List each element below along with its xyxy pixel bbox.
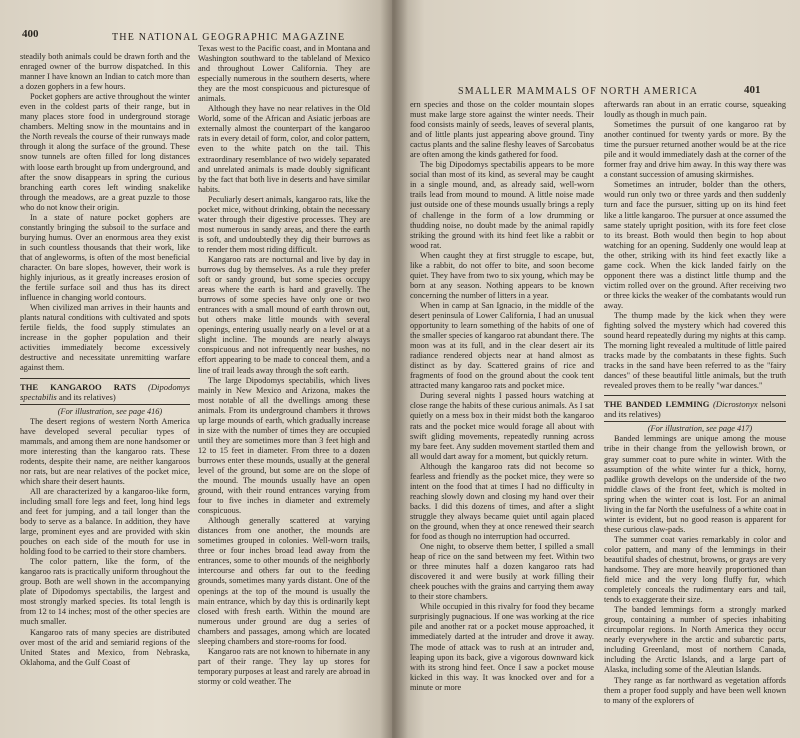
right-column-1 (410, 100, 594, 728)
illustration-reference: (For illustration, see page 417) (647, 424, 753, 434)
illustration-reference: (For illustration, see page 416) (57, 406, 163, 416)
left-page (0, 0, 396, 738)
left-column-1 (20, 52, 190, 728)
section-scientific-name: (Dicrostonyx (713, 399, 758, 410)
paragraph: Sometimes the pursuit of one kangaroo rat by another continued for twenty yards or more. By the time the pursuer returned another would be at the rice pile and it would immediately dash at the corner of the former fray and drive him away. In this way there was a constant succession of amusing skirmishes. (604, 120, 786, 180)
paragraph: The summer coat varies remarkably in color and color pattern, and many of the lemmings in their beautiful shades of chestnut, browns, or grays are very handsome. They are more heavily proportioned than field mice and the very long fluffy fur, which completely conceals the rudimentary ears and tail, tends to exaggerate their size. (604, 534, 786, 605)
section-title: THE BANDED LEMMING (604, 399, 710, 410)
section-title: THE KANGAROO RATS (20, 381, 136, 392)
paragraph: Kangaroo rats of many species are distributed over most of the arid and semiarid regions of the United States and Mexico, from Nebraska, Oklahoma, and the Gulf Coast of (20, 627, 190, 667)
left-running-head: THE NATIONAL GEOGRAPHIC MAGAZINE (112, 32, 346, 43)
paragraph: Peculiarly desert animals, kangaroo rats, like the pocket mice, without drinking, obtain the necessary water through their digestive processes. They are most numerous in sandy areas, and there the earth is soft, and undoubtedly they dig their burrows as to render them most riding difficult. (198, 194, 370, 254)
paragraph: The large Dipodomys spectabilis, which lives mainly in New Mexico and Arizona, makes the most notable of all the dwellings among these animals. From its underground chambers it throws up large mounds of earth, which gradually increase in size with the number of times they are occupied until they are sometimes more than 3 feet high and 12 to 15 feet in diameter. From three to a dozen burrows enter these mounds, usually at the general level of the ground, but some are on the slope of the mound. The mounds usually have an open ground, with their round entrances varying from four to five inches in diameter and extremely conspicuous. (198, 375, 370, 516)
left-page-number: 400 (22, 28, 39, 40)
paragraph: Banded lemmings are unique among the mouse tribe in their change from the yellowish brown, or gray summer coat to pure white in winter. With the assumption of the white winter fur a thick, horny, padlike growth develops on the underside of the two middle claws of the front feet, which is molted in spring when the winter coat is lost. For an animal living in the far North the usefulness of a white coat in winter is evident, but no good reason is apparent for these curious claw-pads. (604, 434, 786, 534)
paragraph: All are characterized by a kangaroo-like form, including small fore legs and feet, long hind legs and feet for jumping, and a tail longer than the body to serve as a balance. In addition, they have large, prominent eyes and are provided with skin pouches on each side of the mouth for use in holding food to be carried to their store chambers. (20, 486, 190, 557)
paragraph: When caught they at first struggle to escape, but, like a rabbit, do not offer to bite, and soon become quiet. They have from two to six young, which may be born at any season. Nothing appears to be known concerning the number of litters in a year. (410, 250, 594, 300)
paragraph: afterwards ran about in an erratic course, squeaking loudly as though in much pain. (604, 100, 786, 120)
paragraph: Although they have no near relatives in the Old World, some of the African and Asiatic jerboas are externally almost the counterpart of the kangaroo rats in every detail of form, color, and color pattern, even to the white patch on the tail. This extraordinary resemblance of two widely separated and unrelated animals is made doubly significant by the fact that both live in deserts and have similar habits. (198, 104, 370, 194)
paragraph: During several nights I passed hours watching at close range the habits of these curious animals. As I sat quietly on a mess box in their midst both the kangaroo rats and the pocket mice would forage all about with swift gliding movements, repeatedly running across my bare feet. Any sudden movement startled them and all would dart away for a moment, but quickly return. (410, 391, 594, 461)
section-subtitle: nelsoni and its relatives) (604, 399, 786, 420)
right-column-2 (604, 100, 786, 728)
paragraph: Sometimes an intruder, bolder than the others, would run only two or three yards and then suddenly turn and face the pursuer, sitting up on its hind feet like a little kangaroo. The pursuer at once assumed the same stately upright position, with its fore feet close to its breast. Both would then begin to hop about watching for an opening. Suddenly one would leap at the other, striking with its hind feet exactly like a game cock. When the kick landed fairly on the opponent there was a distinct little thump and the victim rolled over on the ground. After receiving two or three kicks the weaker of the combatants would run away. (604, 180, 786, 310)
paragraph: When civilized man arrives in their haunts and plants natural conditions with cultivated and spots fertile fields, the food supply stimulates an increase in the gopher population and their activities immediately become excessively destructive and necessitate unremitting warfare against them. (20, 303, 190, 373)
paragraph: In a state of nature pocket gophers are constantly bringing the subsoil to the surface and burying humus. Over an enormous area they exist in such countless thousands that their work, like that of angleworms, is often of the most beneficial character. On bare slopes, however, their work is highly injurious, as it greatly increases erosion of the fertile surface soil and thus has its direct influence in changing world contours. (20, 212, 190, 303)
left-column-2 (198, 44, 370, 728)
paragraph: Pocket gophers are active throughout the winter even in the coldest parts of their range, but in many places store food in underground storage chambers. Melting snow in the mountains and in the North reveals the course of their runways made through it along the surface of the ground. These snow tunnels are often filled for long distances with loose earth brought up from underground, and after the snow disappears in spring the curious branching earth cores left winding snakelike through the meadows, are a great puzzle to those who do not know their origin. (20, 92, 190, 212)
book-gutter (380, 0, 408, 738)
paragraph: Although generally scattered at varying distances from one another, the mounds are sometimes grouped in colonies. Well-worn trails, three or four inches broad lead away from the entrances, some to other mounds of the neighborly intercourse and others far out to the feeding grounds, sometimes many yards distant. One of the openings at the top of the mound is usually the main entrance, which by day this is ordinarily kept closed with fresh earth. Within the mound are numerous under ground are dug a series of chambers and passages, among which are located sleeping chambers and store-rooms for food. (198, 516, 370, 646)
paragraph: The big Dipodomys spectabilis appears to be more social than most of its kind, as several may be caught in a single mound, and, as already said, well-worn trails lead from mound to mound. A little noise made just outside one of these mounds usually brings a reply of challenge in the form of a low drumming or thudding noise, no doubt made by the animal rapidly striking the ground with its hind feet like a rabbit or wood rat. (410, 160, 594, 250)
paragraph: Although the kangaroo rats did not become so fearless and friendly as the pocket mice, they were so intent on the food that at times I had no difficulty in reaching slowly down and closing my hand over their backs. I did this dozens of times, and after a slight struggle they always became quiet until again placed on the ground, when they at once renewed their search for food as though no interruption had occurred. (410, 461, 594, 542)
right-page-number: 401 (744, 84, 761, 96)
paragraph: One night, to observe them better, I spilled a small heap of rice on the sand between my feet. Within two or three minutes half a dozen kangaroo rats had discovered it and were busily at work filling their cheek pouches with the grains and carrying them away to their store chambers. (410, 542, 594, 602)
paragraph: They range as far northward as vegetation affords them a proper food supply and have been well known to many of the explorers of (604, 675, 786, 705)
section-heading-kangaroo-rats (20, 378, 190, 405)
section-heading-banded-lemming (604, 395, 786, 422)
paragraph: Kangaroo rats are nocturnal and live by day in burrows dug by themselves. As a rule they prefer soft or sandy ground, but some species occupy areas where the earth is hard and gravelly. The burrows of some species have only one or two entrances with a small mound of earth thrown out, but others make little mounds with several openings, entering usually nearly on a level or at a slight incline. The mounds are nearly always conspicuous and not infrequently near bushes, no effort appearing to be made to conceal them, and a line of trail leads away through the soft earth. (198, 254, 370, 375)
section-scientific-name: (Dipodomys spectabilis (20, 381, 190, 402)
right-page (392, 0, 800, 738)
paragraph: The banded lemmings form a strongly marked group, containing a number of species inhabiting circumpolar regions. In North America they occur nearly everywhere in the arctic and subarctic parts, including Greenland, most of northern Canada, including the Arctic Islands, and a large part of Alaska, including some of the Aleutian Islands. (604, 605, 786, 675)
paragraph: While occupied in this rivalry for food they became surprisingly pugnacious. If one was working at the rice pile and another rat or a pocket mouse approached, it immediately darted at the intruder and drove it away. The mode of attack was to rush at an intruder and, leaping upon its back, give a vigorous downward kick with its strong hind feet. Once I saw a pocket mouse kicked in this way. It was knocked over and for a minute or more (410, 602, 594, 692)
paragraph: ern species and those on the colder mountain slopes must make large store against the winter needs. Their food consists mainly of seeds, leaves of several plants, and of little plants just appearing above ground. Tiny cactus plants and the saline fleshy leaves of Sarcobatus are often among the kinds gathered for food. (410, 100, 594, 160)
section-subtitle: and its relatives) (58, 391, 116, 402)
paragraph: The desert regions of western North America have developed several peculiar types of mammals, and among them are none handsomer or more interesting than the kangaroo rats. These rodents, despite their name, are neither kangaroos nor rats, but are near relatives of the pocket mice, which share their desert haunts. (20, 416, 190, 486)
paragraph: The color pattern, like the form, of the kangaroo rats is practically uniform throughout the group. Both are well shown in the accompanying plate of Dipodomys spectabilis, the largest and most strongly marked species. Its total length is from 12 to 14 inches; most of the other species are much smaller. (20, 557, 190, 627)
paragraph: Kangaroo rats are not known to hibernate in any part of their range. They lay up stores for temporary purposes at least and rarely are abroad in stormy or cold weather. The (198, 646, 370, 686)
paragraph: When in camp at San Ignacio, in the middle of the desert peninsula of Lower California, I had an unusual opportunity to learn something of the habits of one of the smaller species of kangaroo rat abundant there. The moon was at its full, and in the clear desert air its radiance rendered objects near at hand almost as distinct as by day. Scattered grains of rice and fragments of food on the ground about the cook tent attracted many kangaroo rats and pocket mice. (410, 300, 594, 391)
paragraph: The thump made by the kick when they were fighting solved the mystery which had covered this sound heard repeatedly during my nights at this camp. The morning light revealed a multitude of little paired tracks made by the combatants in these fights. Such tracks in the sand have been referred to as the "fairy dances" of these beautiful little animals, but the truth revealed proves them to be really "war dances." (604, 310, 786, 391)
right-running-head: SMALLER MAMMALS OF NORTH AMERICA (458, 86, 699, 97)
paragraph: Texas west to the Pacific coast, and in Montana and Washington southward to the tableland of Mexico and throughout Lower California. They are especially numerous in the southern deserts, where they are the most conspicuous and picturesque of animals. (198, 44, 370, 104)
paragraph: steadily both animals could be drawn forth and the enraged owner of the burrow dispatched. In this manner I have known an Indian to catch more than a dozen gophers in a few hours. (20, 52, 190, 92)
